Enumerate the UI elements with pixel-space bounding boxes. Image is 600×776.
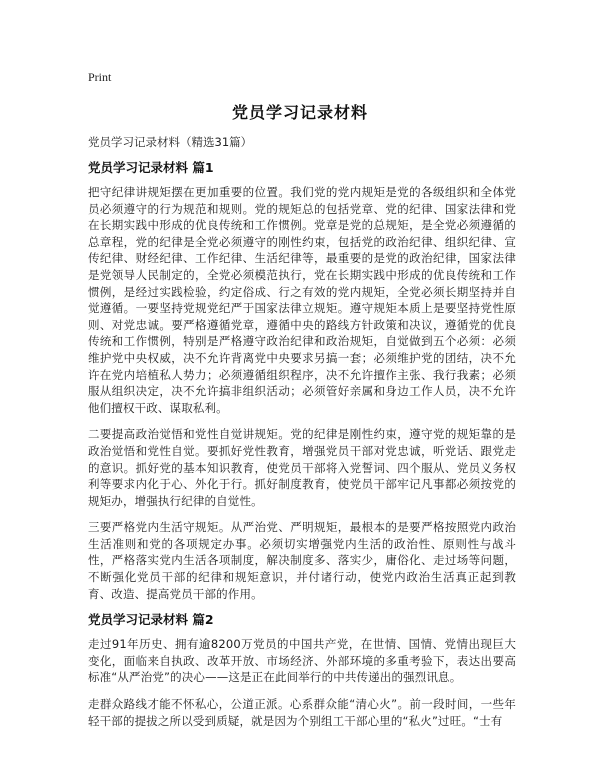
paragraph: 走群众路线才能不怀私心，公道正派。心系群众能“清心火”。前一段时间，一些年轻干部的提拔之所以受到质疑，就是因为个别组工干部心里的“私火”过旺。“士有 (88, 697, 516, 728)
paragraph: 把守纪律讲规矩摆在更加重要的位置。我们党的党内规矩是党的各级组织和全体党员必须遵守的行为规范和规则。党的规矩总的包括党章、党的纪律、国家法律和党在长期实践中形成的优良传统和工作惯例。党章是党的总规矩，是全党必须遵循的总章程，党的纪律是全党必须遵守的刚性约束，包括党的政治纪律、组织纪律、宣传纪律、财经纪律、工作纪律、生活纪律等，最重要的是党的政治纪律，国家法律是党领导人民制定的，全党必须模范执行，党在长期实践中形成的优良传统和工作惯例，是经过实践检验，约定俗成、行之有效的党内规矩，全党必须长期坚持并自觉遵循。一要坚持党规党纪严于国家法律立规矩。遵守规矩本质上是要坚持党性原则、对党忠诚。要严格遵循党章，遵循中央的路线方针政策和决议，遵循党的优良传统和工作惯例，特别是严格遵守政治纪律和政治规矩，自觉做到五个必须：必须维护党中央权威，决不允许背离党中央要求另搞一套；必须维护党的团结，决不允许在党内培植私人势力；必须遵循组织程序，决不允许擅作主张、我行我素；必须服从组织决定，决不允许搞非组织活动；必须管好亲属和身边工作人员，决不允许他们擅权干政、谋取私利。 (88, 185, 516, 415)
paragraph: 走过91年历史、拥有逾8200万党员的中国共产党，在世情、国情、党情出现巨大变化，面临来自执政、改革开放、市场经济、外部环境的多重考验下，表达出要高标准“从严治党”的决心——这是正在此间举行的中共传递出的强烈讯息。 (88, 637, 516, 685)
document-body (88, 134, 516, 739)
print-label[interactable]: Print (88, 70, 112, 84)
section-heading-2: 党员学习记录材料 篇2 (88, 612, 214, 628)
section-heading-1: 党员学习记录材料 篇1 (88, 160, 214, 175)
document-subtitle: 党员学习记录材料（精选31篇） (88, 135, 253, 149)
page-title: 党员学习记录材料 (231, 103, 368, 122)
paragraph: 二要提高政治觉悟和党性自觉讲规矩。党的纪律是刚性约束，遵守党的规矩靠的是政治觉悟和党性自觉。要抓好党性教育，增强党员干部对党忠诚，听党话、跟党走的意识。抓好党的基本知识教育，使党员干部将入党誓词、四个服从、党员义务权利等要求内化于心、外化于行。抓好制度教育，使党员干部牢记凡事都必须按党的规矩办，增强执行纪律的自觉性。 (88, 427, 516, 508)
paragraph: 三要严格党内生活守规矩。从严治党、严明规矩，最根本的是要严格按照党内政治生活准则和党的各项规定办事。必须切实增强党内生活的政治性、原则性与战斗性，严格落实党内生活各项制度，解决制度多、落实少，庸俗化、走过场等问题，不断强化党员干部的纪律和规矩意识，并付诸行动，使党内政治生活真正起到教育、改造、提高党员干部的作用。 (88, 520, 516, 601)
